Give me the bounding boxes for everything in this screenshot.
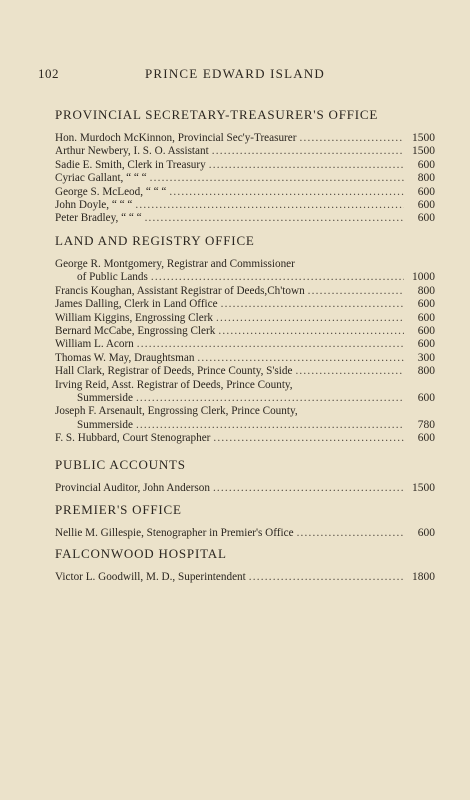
list-item — [55, 379, 435, 406]
list-item — [55, 172, 435, 185]
entry-name: Provincial Auditor, John Anderson — [55, 482, 210, 494]
dot-leader — [137, 338, 404, 351]
entry-name: George S. McLeod, “ “ “ — [55, 185, 167, 198]
entry-amount: 1000 — [412, 271, 435, 284]
entry-name: Nellie M. Gillespie, Stenographer in Premier's Office — [55, 527, 294, 539]
section-title: PREMIER'S OFFICE — [55, 502, 182, 517]
list-item — [55, 285, 435, 298]
dot-leader — [136, 392, 404, 405]
dot-leader — [216, 312, 404, 325]
dot-leader — [151, 271, 404, 284]
dot-leader — [221, 298, 404, 311]
list-item — [55, 132, 435, 145]
entry-name: Summerside — [77, 392, 133, 405]
entry-name: John Doyle, “ “ “ — [55, 199, 133, 212]
dot-leader — [169, 186, 404, 199]
entry-name: Bernard McCabe, Engrossing Clerk — [55, 325, 216, 338]
list-item — [55, 159, 435, 172]
list-item — [55, 365, 435, 378]
section-title: LAND AND REGISTRY OFFICE — [55, 233, 255, 248]
entry-amount: 600 — [417, 212, 435, 225]
entry-name: Francis Koughan, Assistant Registrar of Deeds,Ch'town — [55, 284, 305, 297]
page-header — [38, 66, 432, 84]
entry-amount: 780 — [417, 418, 435, 431]
entry-amount: 800 — [417, 284, 435, 297]
dot-leader — [135, 199, 404, 212]
dot-leader — [212, 145, 404, 158]
entry-name: Thomas W. May, Draughtsman — [55, 351, 195, 364]
list-item — [55, 405, 435, 432]
entry-amount: 600 — [417, 432, 435, 445]
section-public-accounts — [55, 457, 435, 495]
dot-leader — [297, 527, 404, 540]
list-item — [55, 186, 435, 199]
list-item — [55, 258, 435, 285]
dot-leader — [145, 212, 404, 225]
dot-leader — [299, 132, 404, 145]
dot-leader — [295, 365, 404, 378]
entry-name: James Dalling, Clerk in Land Office — [55, 298, 218, 311]
entry-name: Sadie E. Smith, Clerk in Treasury — [55, 158, 206, 171]
list-item — [55, 298, 435, 311]
list-item — [55, 199, 435, 212]
entry-amount: 800 — [417, 365, 435, 378]
entry-amount: 600 — [417, 311, 435, 324]
entry-name: William L. Acorn — [55, 338, 134, 351]
dot-leader — [249, 571, 404, 584]
entry-name: of Public Lands — [77, 271, 148, 284]
entry-amount: 600 — [417, 392, 435, 405]
dot-leader — [213, 482, 404, 495]
list-item — [55, 325, 435, 338]
section-title: PUBLIC ACCOUNTS — [55, 457, 186, 472]
list-item — [55, 352, 435, 365]
entry-amount: 600 — [417, 199, 435, 212]
entry-name-line1: Irving Reid, Asst. Registrar of Deeds, Prince County, — [55, 378, 293, 391]
list-item — [55, 527, 435, 540]
running-head: PRINCE EDWARD ISLAND — [145, 66, 325, 81]
section-premiers-office — [55, 502, 435, 540]
dot-leader — [136, 419, 404, 432]
section-land-and-registry — [55, 233, 435, 446]
entry-name: F. S. Hubbard, Court Stenographer — [55, 432, 211, 445]
list-item — [55, 432, 435, 445]
list-item — [55, 338, 435, 351]
entry-name-line1: George R. Montgomery, Registrar and Commissioner — [55, 258, 295, 270]
entry-name-line1: Joseph F. Arsenault, Engrossing Clerk, Prince County, — [55, 405, 298, 418]
list-item — [55, 212, 435, 225]
entry-name: Victor L. Goodwill, M. D., Superintendent — [55, 571, 246, 583]
list-item — [55, 312, 435, 325]
entry-amount: 600 — [417, 158, 435, 171]
dot-leader — [213, 432, 404, 445]
entry-amount: 1500 — [412, 132, 435, 144]
dot-leader — [308, 285, 404, 298]
entry-amount: 600 — [417, 527, 435, 539]
section-provincial-secretary-treasurer — [55, 107, 435, 226]
entry-amount: 800 — [417, 172, 435, 185]
dot-leader — [150, 172, 404, 185]
dot-leader — [197, 352, 404, 365]
entry-amount: 600 — [417, 338, 435, 351]
list-item — [55, 145, 435, 158]
entry-amount: 1500 — [412, 482, 435, 494]
entry-name: Hon. Murdoch McKinnon, Provincial Sec'y-Treasurer — [55, 132, 297, 144]
entry-amount: 600 — [417, 185, 435, 198]
entry-amount: 1800 — [412, 571, 435, 583]
entry-name: Hall Clark, Registrar of Deeds, Prince County, S'side — [55, 365, 293, 378]
list-item — [55, 482, 435, 495]
section-title: FALCONWOOD HOSPITAL — [55, 546, 227, 561]
entry-amount: 1500 — [412, 145, 435, 158]
entry-amount: 300 — [417, 351, 435, 364]
list-item — [55, 571, 435, 584]
entry-name: Cyriac Gallant, “ “ “ — [55, 172, 147, 185]
section-title: PROVINCIAL SECRETARY-TREASURER'S OFFICE — [55, 107, 379, 122]
dot-leader — [218, 325, 404, 338]
entry-name: Peter Bradley, “ “ “ — [55, 212, 142, 225]
section-falconwood-hospital — [55, 546, 435, 584]
entry-amount: 600 — [417, 325, 435, 338]
entry-amount: 600 — [417, 298, 435, 311]
entry-name: Arthur Newbery, I. S. O. Assistant — [55, 145, 209, 158]
entry-name: Summerside — [77, 418, 133, 431]
dot-leader — [209, 159, 404, 172]
entry-name: William Kiggins, Engrossing Clerk — [55, 311, 214, 324]
page-number: 102 — [38, 66, 59, 81]
